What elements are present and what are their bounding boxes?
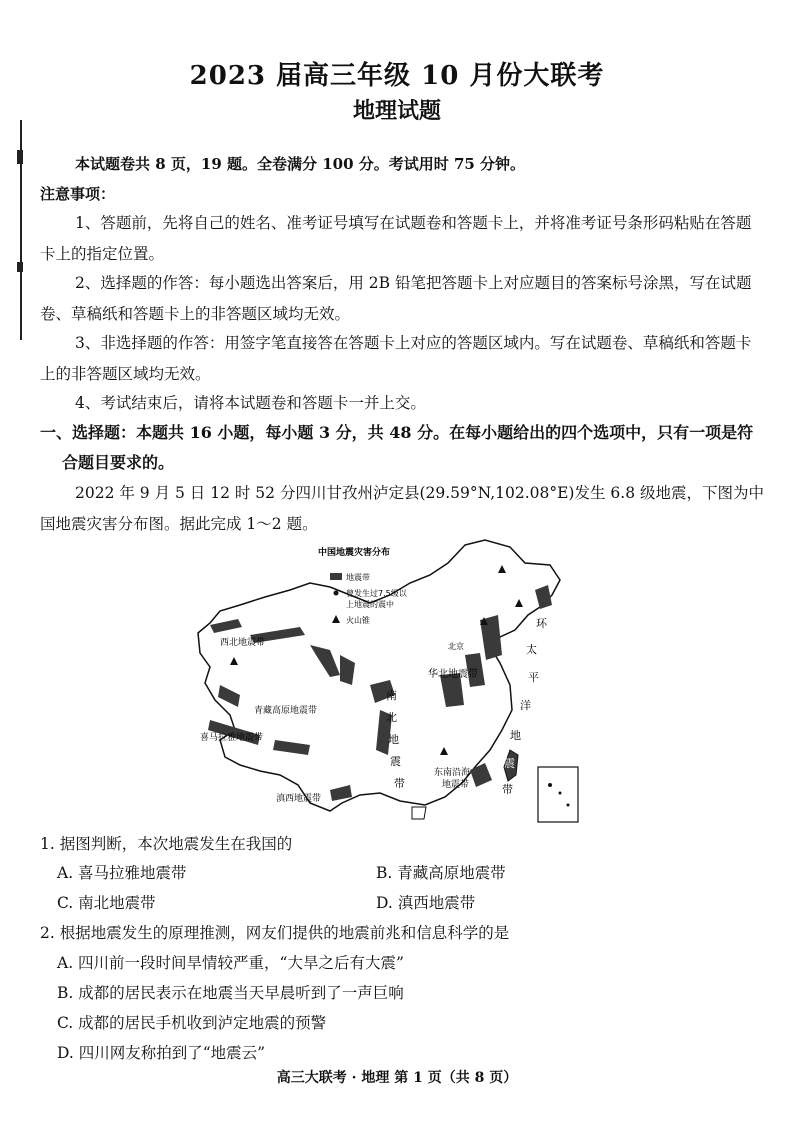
label-himalaya-belt: 喜马拉雅地震带 <box>200 733 264 743</box>
label-northwest-belt: 西北地震带 <box>220 638 266 648</box>
question-1-stem: 1. 据图判断，本次地震发生在我国的 <box>40 835 293 853</box>
label-pacific-3: 平 <box>528 671 539 684</box>
label-ns-3: 地 <box>388 733 399 746</box>
question-1-option-a: A. 喜马拉雅地震带 <box>57 864 187 882</box>
question-2-option-b: B. 成都的居民表示在地震当天早晨听到了一声巨响 <box>57 984 404 1002</box>
page-footer: 高三大联考 · 地理 第 1 页（共 8 页） <box>276 1070 518 1086</box>
legend-belt: 地震带 <box>346 573 370 582</box>
legend-volcano: 火山锥 <box>346 616 370 625</box>
label-se-coast-2: 地震带 <box>442 780 470 790</box>
label-pacific-6: 震 <box>504 757 515 770</box>
notice-item-4: 4、考试结束后，请将本试题卷和答题卡一并上交。 <box>75 394 426 412</box>
label-se-coast-1: 东南沿海 <box>434 768 471 778</box>
question-2-option-a: A. 四川前一段时间旱情较严重，“大旱之后有大震” <box>57 954 404 972</box>
label-beijing: 北京 <box>448 642 464 651</box>
label-ns-2: 北 <box>386 711 397 724</box>
label-ns-1: 南 <box>386 689 397 702</box>
label-ns-4: 震 <box>390 755 401 768</box>
section-line-1: 一、选择题：本题共 16 小题，每小题 3 分，共 48 分。在每小题给出的四个选项中，只有一项是符 <box>40 423 754 442</box>
question-lead: 2022 年 9 月 5 日 12 时 52 分四川甘孜州泸定县(29.59°N,102.08°E)发生 6.8 级地震，下图为中国地震灾害分布图。据此完成 1～2 题。 <box>40 484 764 533</box>
label-pacific-2: 太 <box>526 643 537 656</box>
section-line-2: 合题目要求的。 <box>62 453 175 472</box>
label-pacific-7: 带 <box>502 783 513 796</box>
label-tibet-belt: 青藏高原地震带 <box>254 706 318 716</box>
hainan <box>412 807 426 819</box>
legend-quake-dot <box>334 591 339 596</box>
map-title: 中国地震灾害分布 <box>318 548 391 558</box>
question-2-option-c: C. 成都的居民手机收到泸定地震的预警 <box>57 1014 327 1032</box>
section-heading <box>40 418 765 478</box>
china-earthquake-map <box>180 535 620 825</box>
label-ns-5: 带 <box>394 777 405 790</box>
question-1-option-b: B. 青藏高原地震带 <box>376 864 506 882</box>
label-pacific-4: 洋 <box>520 699 531 712</box>
margin-mark <box>17 262 23 272</box>
question-1-option-d: D. 滇西地震带 <box>376 894 476 912</box>
notice-item-3: 3、非选择题的作答：用签字笔直接答在答题卡上对应的答题区域内。写在试题卷、草稿纸和答题卡上的非答题区域均无效。 <box>40 334 752 383</box>
label-pacific-5: 地 <box>510 729 521 742</box>
label-north-china-belt: 华北地震带 <box>428 669 478 680</box>
question-2-stem: 2. 根据地震发生的原理推测，网友们提供的地震前兆和信息科学的是 <box>40 924 510 942</box>
legend-quake-1: 曾发生过7.5级以 <box>346 589 407 598</box>
margin-mark <box>17 150 23 164</box>
exam-intro: 本试题卷共 8 页，19 题。全卷满分 100 分。考试用时 75 分钟。 <box>75 155 526 173</box>
notice-heading: 注意事项： <box>40 185 116 203</box>
label-dianxi-belt: 滇西地震带 <box>276 794 322 804</box>
south-sea-inset <box>538 767 578 822</box>
legend-belt-swatch <box>330 573 342 580</box>
legend-quake-2: 上地震的震中 <box>346 600 394 609</box>
question-2-option-d: D. 四川网友称拍到了“地震云” <box>57 1044 266 1062</box>
question-1-option-c: C. 南北地震带 <box>57 894 156 912</box>
label-pacific-1: 环 <box>536 617 547 630</box>
notice-item-1: 1、答题前，先将自己的姓名、准考证号填写在试题卷和答题卡上，并将准考证号条形码粘贴在答题卡上的指定位置。 <box>40 214 752 263</box>
notice-item-2: 2、选择题的作答：每小题选出答案后，用 2B 铅笔把答题卡上对应题目的答案标号涂黑，写在试题卷、草稿纸和答题卡上的非答题区域均无效。 <box>40 274 752 323</box>
exam-subtitle: 地理试题 <box>352 98 441 124</box>
exam-title: 2023 届高三年级 10 月份大联考 <box>189 61 605 91</box>
